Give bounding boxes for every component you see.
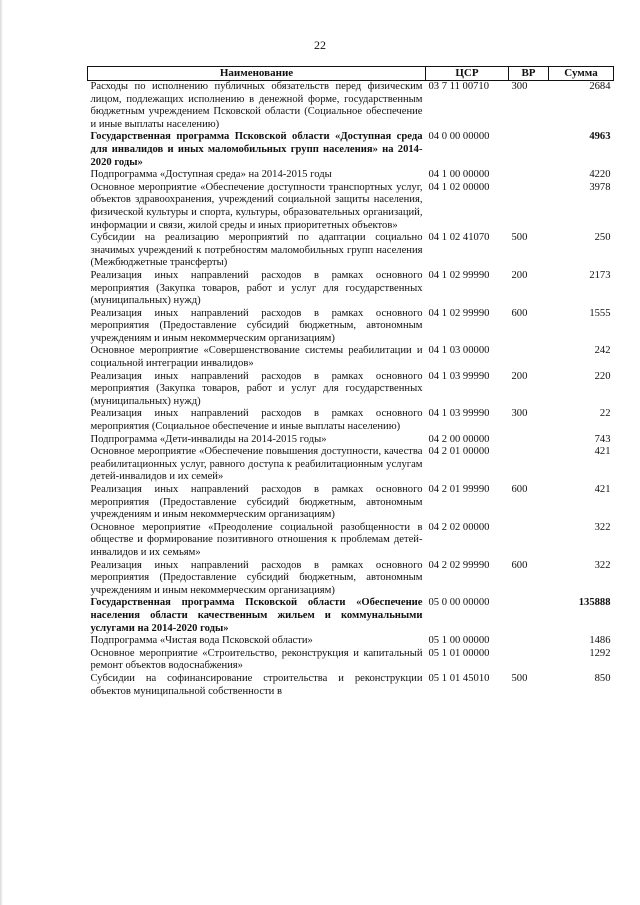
cell-csr: 04 1 03 99990 [428,408,490,420]
cell-vr: 300 [511,408,528,420]
cell-csr: 04 1 02 99990 [428,307,490,319]
cell-name: Основное мероприятие «Совершенствование системы реабилитации и социальной интеграции инвалидов» [90,345,423,370]
cell-vr: 200 [511,269,528,281]
cell-vr: 500 [511,232,528,244]
table-row [88,597,614,635]
cell-csr: 05 0 00 00000 [428,597,490,609]
cell-name: Подпрограмма «Доступная среда» на 2014-2015 годы [90,169,332,181]
table-row [88,484,614,522]
cell-csr: 04 0 00 00000 [428,131,490,143]
cell-sum: 135888 [578,597,611,609]
cell-name: Реализация иных направлений расходов в рамках основного мероприятия (Предоставление субсидий бюджетным, автономным учреждениям и иным некоммерческим организациям) [90,484,423,521]
cell-name: Реализация иных направлений расходов в рамках основного мероприятия (Предоставление субсидий бюджетным, автономным учреждениям и иным некоммерческим организациям) [90,559,423,596]
table-row [88,434,614,447]
table-row [88,81,614,132]
cell-name: Реализация иных направлений расходов в рамках основного мероприятия (Закупка товаров, работ и услуг для государственных (муниципальных) нужд) [90,269,423,307]
cell-sum: 743 [594,433,611,445]
cell-csr: 05 1 01 00000 [428,647,490,659]
table-row [88,673,614,698]
table-header-row [88,67,614,81]
header-csr: ЦСР [426,67,509,81]
table-row [88,408,614,433]
table-row [88,308,614,346]
cell-vr [509,169,549,182]
cell-name: Основное мероприятие «Обеспечение доступности транспортных услуг, объектов здравоохранения, учреждений социальной защиты населения, физической культуры и спорта, культуры, образовательных организаций, информации и связи, жилой среды и иных приоритетных объектов» [90,181,423,231]
cell-sum: 22 [599,408,611,420]
cell-sum: 1292 [589,647,611,659]
cell-name: Реализация иных направлений расходов в рамках основного мероприятия (Закупка товаров, работ и услуг для государственных (муниципальных) нужд) [90,370,423,407]
table-row [88,131,614,169]
cell-sum: 242 [594,345,611,357]
cell-sum: 2684 [589,81,611,92]
table-row [88,560,614,598]
scan-edge [0,0,3,905]
cell-name: Субсидии на реализацию мероприятий по адаптации социально значимых учреждений к потребностям маломобильных групп населения (Межбюджетные трансферты) [90,232,423,269]
cell-vr: 600 [511,484,528,495]
cell-csr: 04 1 03 00000 [428,345,490,357]
cell-sum: 421 [594,446,611,458]
cell-sum: 1555 [589,307,611,319]
cell-vr [509,182,549,232]
cell-csr: 04 1 02 99990 [428,269,490,281]
table-row [88,648,614,673]
cell-name: Государственная программа Псковской области «Доступная среда для инвалидов и иных маломобильных групп населения» на 2014-2020 годы» [90,131,423,168]
cell-csr: 04 2 00 00000 [428,433,490,445]
cell-csr: 04 2 02 99990 [428,559,490,571]
cell-csr: 04 2 01 99990 [428,484,490,495]
cell-name: Государственная программа Псковской области «Обеспечение населения области качественным жильем и коммунальными услугами на 2014-2020 годы» [90,597,423,634]
cell-name: Подпрограмма «Дети-инвалиды на 2014-2015 годы» [90,433,327,445]
cell-name: Основное мероприятие «Обеспечение повышения доступности, качества реабилитационных услуг, равного доступа к реабилитационным услугам детей-инвалидов и их семей» [90,446,423,483]
cell-csr: 05 1 01 45010 [428,672,490,684]
cell-name: Расходы по исполнению публичных обязательств перед физическим лицом, подлежащих исполнению в денежной форме, государственным бюджетным учреждением Псковской области (Социальное обеспечение и иные выплаты населению) [90,81,423,130]
cell-vr [509,635,549,648]
header-vr: ВР [509,67,549,81]
cell-vr: 600 [511,307,528,319]
cell-vr [509,522,549,560]
cell-csr: 04 2 01 00000 [428,446,490,458]
cell-vr [509,345,549,370]
cell-sum: 322 [594,559,611,571]
cell-sum: 3978 [589,181,611,193]
table-row [88,169,614,182]
cell-name: Основное мероприятие «Строительство, реконструкция и капитальный ремонт объектов водоснабжения» [90,647,423,672]
cell-sum: 4220 [589,169,611,181]
cell-csr: 03 7 11 00710 [428,81,490,92]
cell-sum: 4963 [589,131,611,143]
table-row [88,635,614,648]
cell-name: Реализация иных направлений расходов в рамках основного мероприятия (Социальное обеспечение и иные выплаты населению) [90,408,423,433]
table-row [88,270,614,308]
cell-vr [509,434,549,447]
header-sum: Сумма [549,67,614,81]
table-body [88,81,614,699]
cell-vr [509,597,549,635]
cell-csr: 04 1 02 41070 [428,232,490,244]
cell-vr: 200 [511,370,528,382]
cell-sum: 2173 [589,269,611,281]
table-row [88,232,614,270]
cell-vr [509,648,549,673]
cell-name: Основное мероприятие «Преодоление социальной разобщенности в обществе и формирование позитивного отношения к проблемам детей-инвалидов и их семьям» [90,521,423,558]
cell-vr [509,131,549,169]
cell-csr: 04 1 02 00000 [428,181,490,193]
cell-sum: 220 [594,370,611,382]
table-row [88,446,614,484]
page-number: 22 [314,38,326,52]
cell-sum: 322 [594,521,611,533]
cell-sum: 850 [594,672,611,684]
header-name: Наименование [88,67,426,81]
table-row [88,345,614,370]
cell-csr: 04 2 02 00000 [428,521,490,533]
cell-vr: 300 [511,81,528,92]
table-row [88,182,614,232]
cell-sum: 421 [594,484,611,495]
cell-csr: 04 1 00 00000 [428,169,490,181]
cell-sum: 250 [594,232,611,244]
cell-name: Подпрограмма «Чистая вода Псковской области» [90,635,313,647]
cell-vr: 500 [511,672,528,684]
cell-name: Субсидии на софинансирование строительства и реконструкции объектов муниципальной собственности в [90,672,423,697]
cell-sum: 1486 [589,635,611,647]
cell-csr: 05 1 00 00000 [428,635,490,647]
cell-vr [509,446,549,484]
table-row [88,522,614,560]
cell-vr: 600 [511,559,528,571]
cell-csr: 04 1 03 99990 [428,370,490,382]
budget-table [87,66,614,698]
table-row [88,371,614,409]
cell-name: Реализация иных направлений расходов в рамках основного мероприятия (Предоставление субсидий бюджетным, автономным учреждениям и иным некоммерческим организациям) [90,307,423,344]
